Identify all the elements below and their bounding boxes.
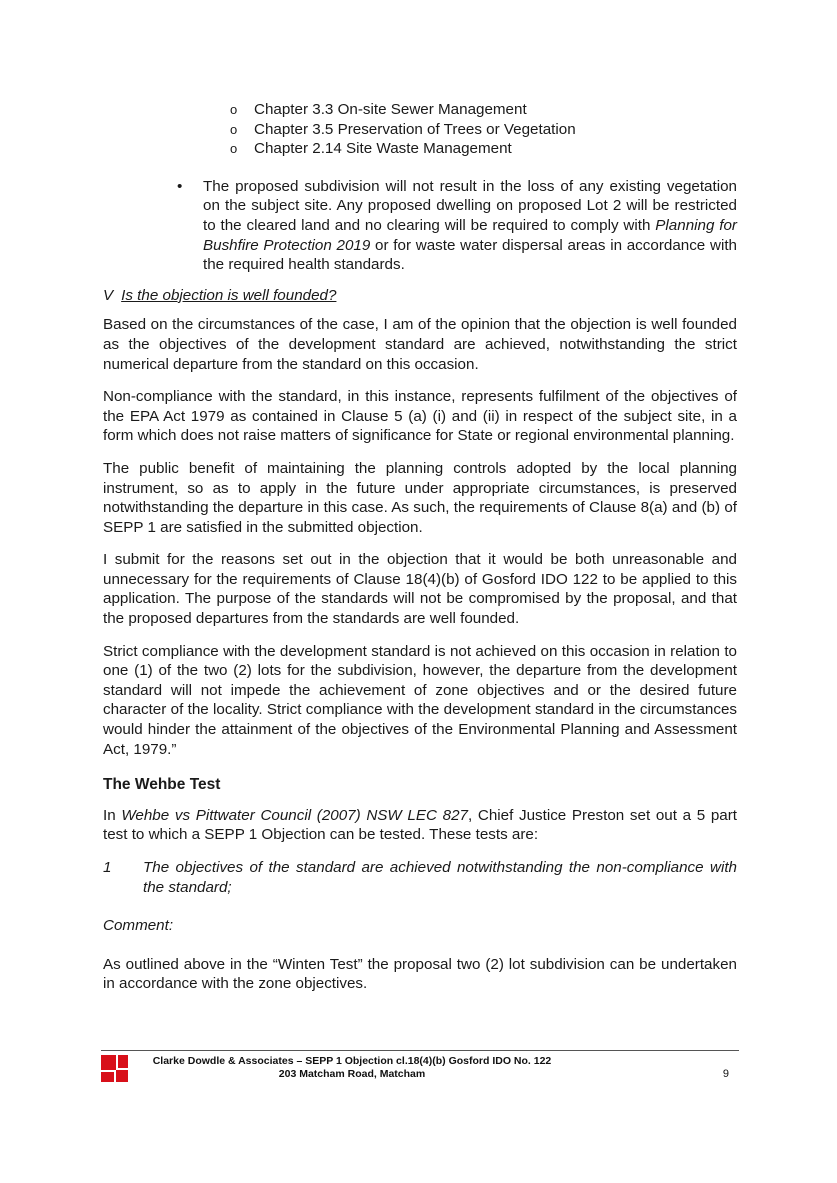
section-number: V: [103, 286, 114, 304]
intro-prefix: In: [103, 806, 122, 824]
paragraph: The public benefit of maintaining the planning controls adopted by the local planning instrument, so as to apply in the future under appropriate circumstances, is preserved notwithstanding the departure in this case. As such, the requirements of Clause 8(a) and (b) of SEPP 1 are satisfied in the submitted objection.: [103, 459, 737, 536]
page-content: [103, 100, 737, 1007]
sub-item-text: Chapter 3.5 Preservation of Trees or Vegetation: [254, 120, 576, 138]
list-item: [230, 139, 737, 159]
comment-paragraph: As outlined above in the “Winten Test” the proposal two (2) lot subdivision can be undertaken in accordance with the zone objectives.: [103, 955, 737, 993]
paragraph: Strict compliance with the development standard is not achieved on this occasion in relation to one (1) of the two (2) lots for the subdivision, however, the departure from the development standard will not impede the achievement of zone objectives and or the desired future character of the locality. Strict compliance with the development standard in the circumstances would hinder the attainment of the objectives of the Environmental Planning and Assessment Act, 1979.”: [103, 642, 737, 758]
list-item: [177, 177, 737, 275]
bullet-text-start: The proposed subdivision will not result in the loss of any existing vegetation on the subject site. Any proposed dwelling on proposed Lot 2 will be restricted to the cleared land and no clearing will be required to comply with: [203, 177, 737, 234]
intro-suffix: , Chief Justice Preston set out a 5 part test to which a SEPP 1 Objection can be tested. These tests are:: [103, 806, 737, 844]
section-title: Is the objection is well founded?: [121, 286, 337, 304]
circle-bullet-icon: o: [230, 102, 238, 117]
sub-bullet-list: [103, 100, 737, 159]
section-v-heading: [103, 286, 737, 306]
test-text: The objectives of the standard are achieved notwithstanding the non-compliance with the standard;: [143, 859, 737, 896]
bullet-text-end: or for waste water dispersal areas in accordance with the required health standards.: [203, 236, 737, 274]
comment-label: Comment:: [103, 917, 174, 935]
company-logo-icon: [101, 1055, 128, 1082]
test-number: 1: [103, 859, 112, 876]
wehbe-intro: [103, 806, 737, 845]
paragraph: Based on the circumstances of the case, I am of the opinion that the objection is well founded as the objectives of the development standard are achieved, notwithstanding the strict numerical departure from the standard on this occasion.: [103, 316, 737, 373]
bullet-icon: •: [177, 177, 183, 195]
list-item: [230, 100, 737, 120]
footer-line-1: Clarke Dowdle & Associates – SEPP 1 Objection cl.18(4)(b) Gosford IDO No. 122: [152, 1055, 552, 1067]
footer-divider: [101, 1050, 739, 1051]
bullet-list: [103, 177, 737, 275]
footer-line-2: 203 Matcham Road, Matcham: [278, 1068, 426, 1080]
page-number: 9: [722, 1068, 729, 1080]
paragraph: I submit for the reasons set out in the objection that it would be both unreasonable and unnecessary for the requirements of Clause 18(4)(b) of Gosford IDO 122 to be applied to this application. The purpose of the standards will not be compromised by the proposal, and that the proposed departures from the standards are well founded.: [103, 551, 737, 628]
list-item: [230, 120, 737, 140]
paragraph: Non-compliance with the standard, in this instance, represents fulfilment of the objectives of the EPA Act 1979 as contained in Clause 5 (a) (i) and (ii) in respect of the subject site, in a form which does not raise matters of significance for State or regional environmental planning.: [103, 388, 737, 445]
wehbe-heading: The Wehbe Test: [103, 776, 221, 794]
sub-item-text: Chapter 2.14 Site Waste Management: [254, 140, 512, 158]
test-item: [103, 858, 737, 897]
page-footer: [101, 1050, 739, 1086]
circle-bullet-icon: o: [230, 141, 238, 157]
case-citation: Wehbe vs Pittwater Council (2007) NSW LEC 827: [121, 806, 468, 824]
circle-bullet-icon: o: [230, 121, 238, 137]
footer-text: [137, 1055, 567, 1081]
sub-item-text: Chapter 3.3 On-site Sewer Management: [254, 101, 527, 118]
bullet-text-italic: Planning for Bushfire Protection 2019: [203, 216, 737, 254]
